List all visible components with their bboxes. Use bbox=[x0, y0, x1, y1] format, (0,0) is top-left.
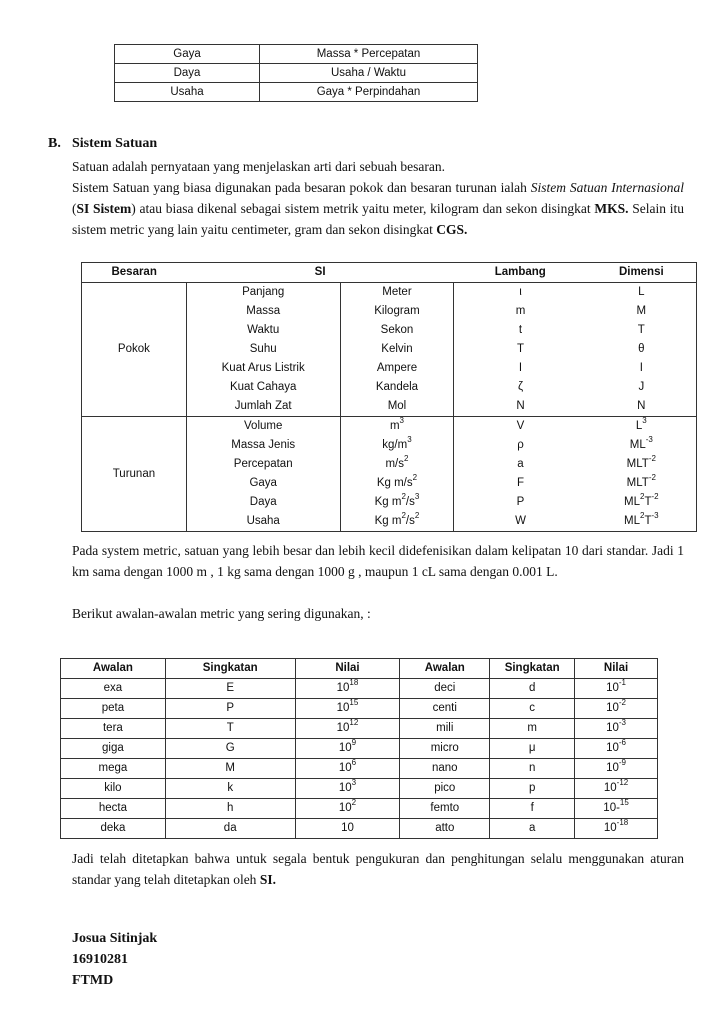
prefix-value bbox=[575, 779, 658, 799]
si-row bbox=[82, 283, 697, 303]
dimension: T bbox=[587, 321, 697, 340]
value-exponent: 6 bbox=[351, 758, 357, 767]
unit-expression bbox=[376, 473, 418, 489]
unit-exponent-2: -2 bbox=[651, 492, 659, 501]
value-base: 10 bbox=[606, 702, 619, 714]
prefix-name: tera bbox=[61, 719, 166, 739]
value-base: 10 bbox=[336, 722, 350, 734]
unit-tail: T bbox=[644, 515, 652, 527]
unit-expression bbox=[374, 492, 420, 508]
quantity-name: Percepatan bbox=[186, 455, 340, 474]
value-exponent: 15 bbox=[349, 698, 359, 707]
dimension: I bbox=[587, 359, 697, 378]
prefix-symbol: c bbox=[490, 699, 575, 719]
author-name: Josua Sitinjak bbox=[72, 931, 158, 946]
value-base: 10 bbox=[606, 762, 619, 774]
quantity-name: Suhu bbox=[186, 340, 340, 359]
paragraph-definition: Satuan adalah pernyataan yang menjelaskan arti dari sebuah besaran. bbox=[72, 159, 445, 174]
value-exponent: -18 bbox=[616, 818, 629, 827]
unit-expression bbox=[626, 473, 656, 489]
prefix-value bbox=[295, 759, 400, 779]
quantity-name: Kuat Cahaya bbox=[186, 378, 340, 397]
italic-term: Sistem Satuan Internasional bbox=[530, 180, 684, 195]
category-turunan: Turunan bbox=[82, 417, 187, 532]
prefix-value bbox=[575, 819, 658, 839]
paragraph-conclusion bbox=[72, 848, 684, 890]
value-base: 10 bbox=[603, 822, 617, 834]
header-awalan: Awalan bbox=[61, 659, 166, 679]
prefix-row bbox=[61, 699, 658, 719]
unit-exponent-2: 2 bbox=[414, 511, 420, 520]
prefix-symbol: n bbox=[490, 759, 575, 779]
value-base: 10 bbox=[603, 782, 617, 794]
unit-expression bbox=[629, 435, 653, 451]
quantity-name: Daya bbox=[186, 493, 340, 512]
prefix-value bbox=[295, 799, 400, 819]
symbol: ζ bbox=[517, 381, 524, 393]
author-signature bbox=[72, 928, 157, 991]
unit-base: ML bbox=[629, 439, 646, 451]
prefix-name: giga bbox=[61, 739, 166, 759]
unit-expression bbox=[626, 454, 656, 470]
symbol: ι bbox=[519, 286, 522, 298]
prefix-name: deka bbox=[61, 819, 166, 839]
value-base: 10 bbox=[338, 782, 352, 794]
symbol: P bbox=[516, 496, 525, 508]
quantity-name: Usaha bbox=[186, 512, 340, 532]
si-unit bbox=[340, 493, 454, 512]
unit-base: L bbox=[635, 420, 643, 432]
value-base: 10 bbox=[341, 822, 354, 834]
paragraph-si-system bbox=[72, 177, 684, 240]
unit-exponent: -3 bbox=[645, 435, 653, 444]
prefix-row bbox=[61, 679, 658, 699]
symbol: N bbox=[454, 397, 587, 417]
unit-exponent-2: 3 bbox=[414, 492, 420, 501]
si-unit: Kandela bbox=[340, 378, 454, 397]
unit-exponent: -2 bbox=[648, 454, 656, 463]
unit-exponent: 2 bbox=[412, 473, 418, 482]
si-unit bbox=[340, 455, 454, 474]
prefix-name: atto bbox=[400, 819, 490, 839]
formula-cell: Massa * Percepatan bbox=[260, 45, 478, 64]
text-run: Selain itu sistem metric yang lain yaitu centimeter, gram dan sekon disingkat bbox=[72, 201, 684, 237]
prefix-name: mili bbox=[400, 719, 490, 739]
quantity-name: Massa bbox=[186, 302, 340, 321]
unit-base: m bbox=[389, 420, 400, 432]
dimension: J bbox=[587, 378, 697, 397]
prefix-value bbox=[295, 679, 400, 699]
prefix-symbol: p bbox=[490, 779, 575, 799]
value-exponent: -1 bbox=[618, 678, 627, 687]
quantity-name: Gaya bbox=[186, 474, 340, 493]
unit-expression bbox=[635, 416, 647, 432]
quantity-cell: Usaha bbox=[115, 83, 260, 102]
dimension bbox=[587, 417, 697, 437]
formula-row bbox=[115, 45, 478, 64]
symbol: T bbox=[516, 343, 525, 355]
value-exponent: 15 bbox=[619, 798, 629, 807]
unit-base: ML bbox=[624, 515, 640, 527]
value-exponent: -2 bbox=[618, 698, 627, 707]
quantity-cell: Daya bbox=[115, 64, 260, 83]
unit-exponent: 3 bbox=[399, 416, 404, 425]
symbol: ρ bbox=[517, 439, 524, 451]
prefix-row bbox=[61, 739, 658, 759]
unit-exponent: 2 bbox=[401, 492, 406, 501]
dimension bbox=[587, 512, 697, 532]
header-nilai: Nilai bbox=[295, 659, 400, 679]
prefix-name: kilo bbox=[61, 779, 166, 799]
header-dimensi: Dimensi bbox=[587, 263, 697, 283]
section-number: B. bbox=[48, 136, 61, 151]
unit-exponent: 3 bbox=[642, 416, 647, 425]
value-exponent: -6 bbox=[618, 738, 627, 747]
prefix-value bbox=[295, 699, 400, 719]
prefix-symbol: E bbox=[165, 679, 295, 699]
formula-row bbox=[115, 64, 478, 83]
unit-base: Kg m bbox=[374, 515, 402, 527]
unit-exponent: 2 bbox=[401, 511, 406, 520]
formula-cell: Gaya * Perpindahan bbox=[260, 83, 478, 102]
prefix-name: femto bbox=[400, 799, 490, 819]
unit-tail: /s bbox=[405, 515, 415, 527]
unit-base: kg/m bbox=[382, 439, 408, 451]
unit-base: MLT bbox=[626, 458, 649, 470]
dimension: L bbox=[587, 283, 697, 303]
prefix-row bbox=[61, 799, 658, 819]
prefix-value bbox=[575, 739, 658, 759]
prefix-value bbox=[295, 779, 400, 799]
header-besaran: Besaran bbox=[82, 263, 187, 283]
dimension: θ bbox=[587, 340, 697, 359]
unit-tail: /s bbox=[405, 496, 415, 508]
unit-base: m/s bbox=[385, 458, 404, 470]
unit-exponent: 2 bbox=[640, 492, 645, 501]
value-exponent: 18 bbox=[349, 678, 359, 687]
bold-term: MKS. bbox=[594, 201, 629, 216]
prefix-row bbox=[61, 819, 658, 839]
prefix-value bbox=[575, 699, 658, 719]
unit-expression bbox=[374, 511, 420, 527]
text-run: ( bbox=[72, 201, 77, 216]
unit-expression bbox=[385, 454, 409, 470]
quantity-name: Kuat Arus Listrik bbox=[186, 359, 340, 378]
si-unit: Kelvin bbox=[340, 340, 454, 359]
prefix-row bbox=[61, 759, 658, 779]
prefix-symbol: P bbox=[165, 699, 295, 719]
prefix-symbol: k bbox=[165, 779, 295, 799]
bold-term: SI Sistem bbox=[76, 201, 132, 216]
text-run: Sistem Satuan yang biasa digunakan pada besaran pokok dan besaran turunan ialah bbox=[72, 180, 531, 195]
unit-exponent: -2 bbox=[648, 473, 656, 482]
si-unit bbox=[340, 474, 454, 493]
header-singkatan-2: Singkatan bbox=[490, 659, 575, 679]
prefix-symbol: m bbox=[490, 719, 575, 739]
unit-base: MLT bbox=[626, 477, 649, 489]
formula-row bbox=[115, 83, 478, 102]
formula-table bbox=[114, 44, 478, 102]
quantity-cell: Gaya bbox=[115, 45, 260, 64]
value-base: 10 bbox=[606, 722, 619, 734]
prefix-row bbox=[61, 779, 658, 799]
dimension: M bbox=[587, 302, 697, 321]
si-row bbox=[82, 417, 697, 437]
prefix-symbol: M bbox=[165, 759, 295, 779]
value-base: 10 bbox=[336, 702, 350, 714]
dimension bbox=[587, 436, 697, 455]
metric-prefix-table bbox=[60, 658, 658, 839]
header-nilai-2: Nilai bbox=[575, 659, 658, 679]
header-awalan-2: Awalan bbox=[400, 659, 490, 679]
quantity-name: Massa Jenis bbox=[186, 436, 340, 455]
prefix-symbol: a bbox=[490, 819, 575, 839]
symbol: I bbox=[518, 362, 523, 374]
author-faculty: FTMD bbox=[72, 973, 114, 988]
quantity-name: Panjang bbox=[186, 283, 340, 303]
value-base: 10 bbox=[606, 682, 619, 694]
unit-exponent: 2 bbox=[640, 511, 645, 520]
prefix-name: micro bbox=[400, 739, 490, 759]
prefix-symbol: G bbox=[165, 739, 295, 759]
unit-exponent: 3 bbox=[407, 435, 412, 444]
symbol: m bbox=[515, 305, 526, 317]
si-unit: Mol bbox=[340, 397, 454, 417]
prefix-value bbox=[295, 719, 400, 739]
unit-expression bbox=[382, 435, 412, 451]
prefix-row bbox=[61, 719, 658, 739]
value-base: 10 bbox=[338, 762, 352, 774]
unit-exponent: 2 bbox=[404, 454, 409, 463]
value-exponent: -3 bbox=[618, 718, 627, 727]
header-singkatan: Singkatan bbox=[165, 659, 295, 679]
si-unit: Sekon bbox=[340, 321, 454, 340]
symbol: F bbox=[516, 477, 525, 489]
unit-exponent-2: -3 bbox=[651, 511, 659, 520]
prefix-symbol: f bbox=[490, 799, 575, 819]
quantity-name: Waktu bbox=[186, 321, 340, 340]
dimension bbox=[587, 455, 697, 474]
category-pokok: Pokok bbox=[82, 283, 187, 417]
dimension bbox=[587, 493, 697, 512]
prefix-value bbox=[575, 679, 658, 699]
unit-base: Kg m/s bbox=[376, 477, 413, 489]
header-si: SI bbox=[186, 263, 454, 283]
section-title: Sistem Satuan bbox=[72, 136, 158, 151]
dimension: N bbox=[587, 397, 697, 417]
prefix-symbol: da bbox=[165, 819, 295, 839]
unit-expression bbox=[624, 511, 659, 527]
unit-base: Kg m bbox=[374, 496, 402, 508]
si-unit: Ampere bbox=[340, 359, 454, 378]
value-exponent: 3 bbox=[351, 778, 357, 787]
si-unit bbox=[340, 436, 454, 455]
value-exponent: 2 bbox=[351, 798, 357, 807]
prefix-value bbox=[295, 819, 400, 839]
unit-base: ML bbox=[624, 496, 640, 508]
si-unit bbox=[340, 417, 454, 437]
unit-expression bbox=[624, 492, 659, 508]
prefix-value bbox=[295, 739, 400, 759]
value-exponent: 12 bbox=[349, 718, 359, 727]
prefix-value bbox=[575, 799, 658, 819]
si-units-table bbox=[81, 262, 697, 532]
symbol: a bbox=[517, 458, 524, 470]
prefix-name: peta bbox=[61, 699, 166, 719]
prefix-value bbox=[575, 759, 658, 779]
prefix-name: nano bbox=[400, 759, 490, 779]
symbol: V bbox=[516, 420, 525, 432]
section-heading bbox=[48, 136, 157, 152]
value-base: 10 bbox=[338, 742, 352, 754]
paragraph-prefix-intro: Berikut awalan-awalan metric yang sering digunakan, : bbox=[72, 606, 371, 621]
value-base: 10- bbox=[603, 802, 620, 814]
prefix-symbol: h bbox=[165, 799, 295, 819]
prefix-name: centi bbox=[400, 699, 490, 719]
prefix-name: deci bbox=[400, 679, 490, 699]
prefix-name: pico bbox=[400, 779, 490, 799]
prefix-symbol: μ bbox=[490, 739, 575, 759]
paragraph-metric: Pada system metric, satuan yang lebih besar dan lebih kecil didefenisikan dalam kelipatan 10 dari standar. Jadi 1 km sama dengan 1000 m , 1 kg sama dengan 1000 g , maupun 1 cL sama dengan 0.001 L. bbox=[72, 543, 684, 579]
unit-expression bbox=[389, 416, 404, 432]
si-unit: Kilogram bbox=[340, 302, 454, 321]
bold-term: CGS. bbox=[436, 222, 468, 237]
header-lambang: Lambang bbox=[454, 263, 587, 283]
value-exponent: 9 bbox=[351, 738, 357, 747]
text-run: Jadi telah ditetapkan bahwa untuk segala bentuk pengukuran dan penghitungan selalu menggunakan aturan standar yang telah ditetapkan oleh bbox=[72, 851, 684, 887]
symbol: t bbox=[518, 324, 523, 336]
si-unit: Meter bbox=[340, 283, 454, 303]
prefix-value bbox=[575, 719, 658, 739]
prefix-name: mega bbox=[61, 759, 166, 779]
prefix-symbol: d bbox=[490, 679, 575, 699]
prefix-name: exa bbox=[61, 679, 166, 699]
quantity-name: Volume bbox=[186, 417, 340, 437]
text-run: ) atau biasa dikenal sebagai sistem metrik yaitu meter, kilogram dan sekon disingkat bbox=[131, 201, 595, 216]
symbol: W bbox=[515, 515, 526, 527]
value-exponent: -9 bbox=[618, 758, 627, 767]
dimension bbox=[587, 474, 697, 493]
value-base: 10 bbox=[338, 802, 352, 814]
value-base: 10 bbox=[336, 682, 350, 694]
bold-term: SI. bbox=[259, 872, 276, 887]
value-exponent: -12 bbox=[616, 778, 629, 787]
prefix-symbol: T bbox=[165, 719, 295, 739]
value-base: 10 bbox=[606, 742, 619, 754]
author-nim: 16910281 bbox=[72, 952, 128, 967]
si-unit bbox=[340, 512, 454, 532]
unit-tail: T bbox=[644, 496, 652, 508]
formula-cell: Usaha / Waktu bbox=[260, 64, 478, 83]
prefix-name: hecta bbox=[61, 799, 166, 819]
quantity-name: Jumlah Zat bbox=[186, 397, 340, 417]
